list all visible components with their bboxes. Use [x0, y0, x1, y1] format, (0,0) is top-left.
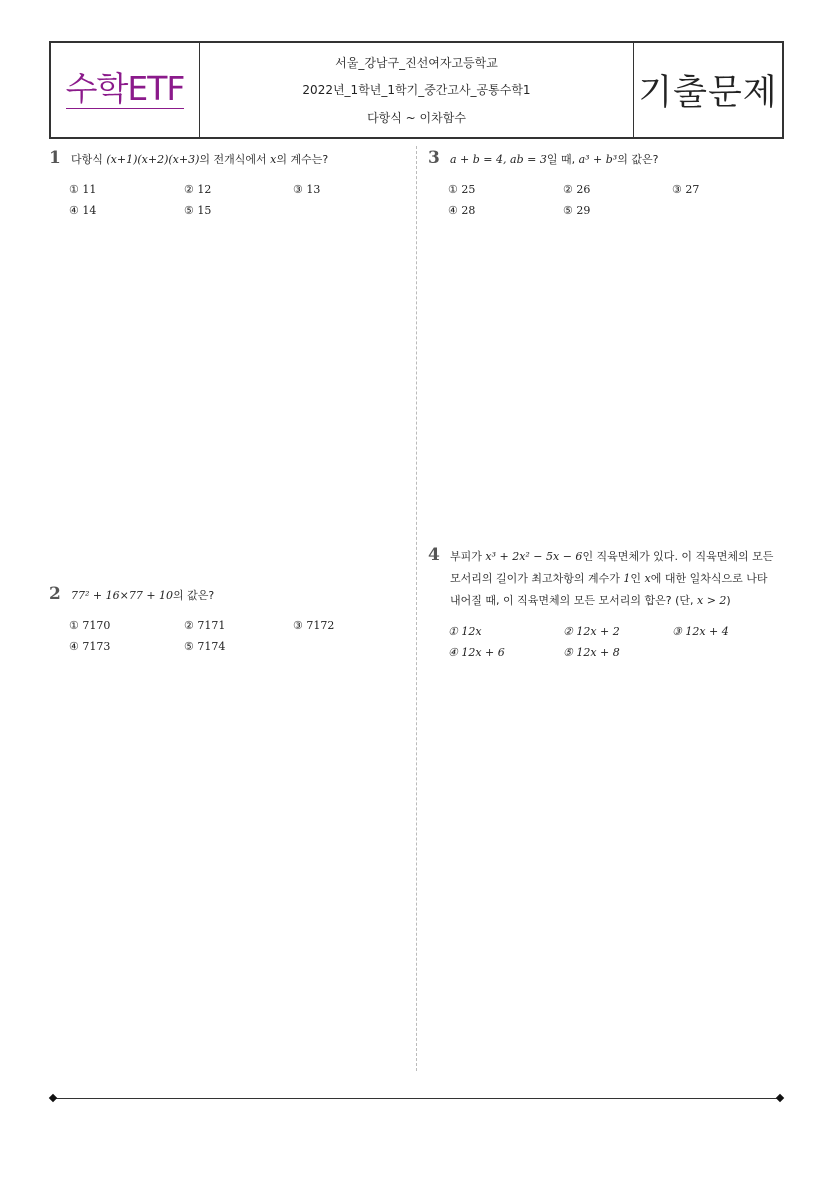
exam-header	[49, 41, 784, 139]
choice-2[interactable]: ② 12	[184, 183, 212, 196]
choice-5[interactable]: ⑤ 29	[563, 204, 591, 217]
choice-5[interactable]: ⑤ 12x + 8	[563, 646, 620, 659]
choice-3[interactable]: ③ 7172	[293, 619, 335, 632]
question-line	[49, 584, 409, 606]
logo-cell	[51, 43, 200, 137]
question-number: 1	[49, 148, 61, 168]
logo: 수학ETF	[65, 68, 185, 108]
choice-4[interactable]: ④ 28	[448, 204, 476, 217]
column-divider	[416, 146, 417, 1071]
choice-5[interactable]: ⑤ 7174	[184, 640, 226, 653]
choice-2[interactable]: ② 7171	[184, 619, 226, 632]
choice-2[interactable]: ② 26	[563, 183, 591, 196]
choice-1[interactable]: ① 7170	[69, 619, 111, 632]
question-number: 3	[428, 148, 440, 168]
question-text: 부피가 x³ + 2x² − 5x − 6인 직육면체가 있다. 이 직육면체의 모든 모서리의 길이가 최고차항의 계수가 1인 x에 대한 일차식으로 나타내어질 때, 이 직육면체의 모든 모서리의 합은? (단, x > 2)	[450, 550, 774, 607]
question-line	[49, 148, 409, 170]
choice-3[interactable]: ③ 13	[293, 183, 321, 196]
problem-1	[49, 148, 409, 217]
problem-3	[428, 148, 788, 217]
choice-list	[428, 183, 788, 217]
choice-1[interactable]: ① 25	[448, 183, 476, 196]
doc-type: 기출문제	[638, 73, 778, 113]
choice-2[interactable]: ② 12x + 2	[563, 625, 620, 638]
choice-4[interactable]: ④ 14	[69, 204, 97, 217]
question-text: 77² + 16×77 + 10의 값은?	[71, 589, 215, 602]
footer-rule	[53, 1098, 780, 1099]
exam-range: 다항식 ~ 이차함수	[367, 110, 466, 125]
exam-title: 2022년_1학년_1학기_중간고사_공통수학1	[302, 83, 531, 98]
choice-3[interactable]: ③ 27	[672, 183, 700, 196]
footer-left-diamond-icon	[49, 1094, 57, 1102]
question-text: a + b = 4, ab = 3일 때, a³ + b³의 값은?	[450, 153, 659, 166]
school-name: 서울_강남구_진선여자고등학교	[335, 56, 498, 71]
footer-right-diamond-icon	[776, 1094, 784, 1102]
choice-list	[49, 619, 409, 653]
choice-3[interactable]: ③ 12x + 4	[672, 625, 729, 638]
choice-1[interactable]: ① 12x	[448, 625, 482, 638]
question-line	[428, 148, 788, 170]
question-text: 다항식 (x+1)(x+2)(x+3)의 전개식에서 x의 계수는?	[71, 153, 329, 166]
problem-4	[428, 545, 778, 659]
choice-4[interactable]: ④ 7173	[69, 640, 111, 653]
choice-4[interactable]: ④ 12x + 6	[448, 646, 505, 659]
question-number: 4	[428, 545, 440, 565]
choice-5[interactable]: ⑤ 15	[184, 204, 212, 217]
question-number: 2	[49, 584, 61, 604]
problem-2	[49, 584, 409, 653]
choice-list	[428, 625, 778, 659]
choice-list	[49, 183, 409, 217]
question-line	[428, 545, 778, 612]
choice-1[interactable]: ① 11	[69, 183, 97, 196]
exam-info	[200, 43, 634, 137]
